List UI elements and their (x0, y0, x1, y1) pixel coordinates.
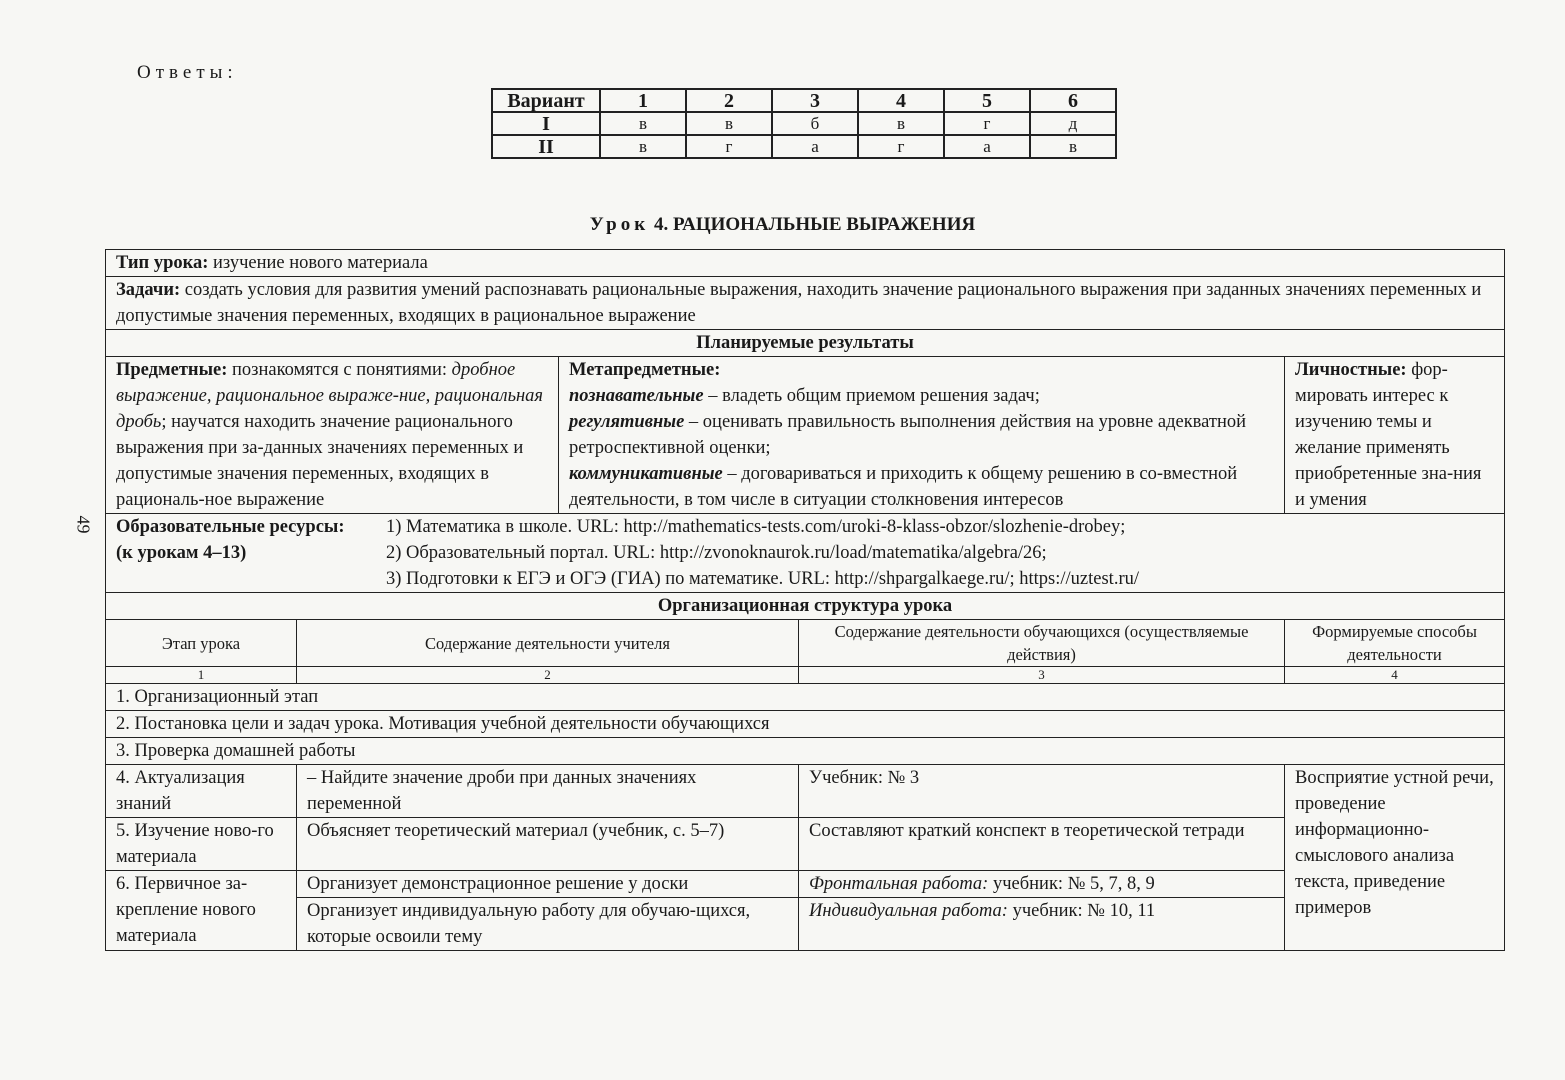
answers-variant-cell: I (492, 112, 600, 135)
work-type-text: учебник: № 10, 11 (1012, 901, 1156, 921)
stage-homework: 3. Проверка домашней работы (106, 738, 1505, 765)
answers-header-cell: 6 (1030, 89, 1116, 112)
personal-results-text: фор-мировать интерес к изучению темы и желание применять приобретенные зна-ния и умения (1295, 360, 1482, 510)
answers-cell: а (772, 135, 858, 158)
answers-cell: г (858, 135, 944, 158)
stage-students: Учебник: № 3 (799, 765, 1285, 818)
stage-name: 6. Первичное за-крепление нового материала (106, 871, 297, 951)
column-header-stage: Этап урока (106, 620, 297, 667)
answers-variant-cell: II (492, 135, 600, 158)
meta-communicative-text: – договариваться и приходить к общему решению в со-вместной деятельности, в том числе в ситуации столкновения интересов (569, 464, 1238, 510)
answers-cell: б (772, 112, 858, 135)
stage-students (799, 898, 1285, 951)
page-number: 49 (73, 515, 94, 534)
meta-results-label: Метапредметные: (569, 360, 721, 380)
lesson-type-cell (106, 250, 1505, 277)
stage-row (106, 711, 1505, 738)
stage-name: 4. Актуализация знаний (106, 765, 297, 818)
lesson-plan-table (105, 249, 1505, 951)
lesson-type-row (106, 250, 1505, 277)
resources-row (106, 514, 1505, 593)
stage-students (799, 871, 1285, 898)
resource-link[interactable]: 1) Математика в школе. URL: http://mathematics-tests.com/uroki-8-klass-obzor/slozhenie-drobey; (386, 517, 1126, 537)
stage-teacher: Объясняет теоретический материал (учебник, с. 5–7) (297, 818, 799, 871)
meta-regulative-text: – оценивать правильность выполнения действия на уровне адекватной ретроспективной оценки; (569, 412, 1247, 458)
resource-link[interactable]: 2) Образовательный портал. URL: http://zvonoknaurok.ru/load/matematika/algebra/26; (386, 543, 1047, 563)
personal-results-label: Личностные: (1295, 360, 1407, 380)
meta-communicative (569, 461, 1274, 513)
answers-row (492, 135, 1116, 158)
meta-regulative-label: регулятивные (569, 412, 685, 432)
meta-communicative-label: коммуникативные (569, 464, 723, 484)
structure-header-row (106, 620, 1505, 667)
stage-row (106, 765, 1505, 818)
tasks-cell (106, 277, 1505, 330)
column-number: 1 (106, 667, 297, 684)
meta-cognitive-label: познавательные (569, 386, 704, 406)
stage-row (106, 738, 1505, 765)
lesson-title-text: 4. РАЦИОНАЛЬНЫЕ ВЫРАЖЕНИЯ (653, 214, 976, 235)
stage-organizational: 1. Организационный этап (106, 684, 1505, 711)
column-number: 3 (799, 667, 1285, 684)
answers-header-cell: 5 (944, 89, 1030, 112)
answers-header-cell: 3 (772, 89, 858, 112)
stage-teacher: – Найдите значение дроби при данных значениях переменной (297, 765, 799, 818)
stage-skills: Восприятие устной речи, проведение информационно-смыслового анализа текста, приведение примеров (1285, 765, 1505, 951)
answers-header-row (492, 89, 1116, 112)
resources-cell (106, 514, 1505, 593)
lesson-type-value: изучение нового материала (213, 253, 428, 273)
answers-cell: г (686, 135, 772, 158)
column-number: 4 (1285, 667, 1505, 684)
answers-cell: а (944, 135, 1030, 158)
column-number: 2 (297, 667, 799, 684)
work-type-label: Фронтальная работа: (809, 874, 989, 894)
lesson-title (0, 214, 1565, 236)
column-header-skills: Формируемые способы деятельности (1285, 620, 1505, 667)
answers-cell: в (600, 135, 686, 158)
results-row (106, 357, 1505, 514)
answers-cell: в (600, 112, 686, 135)
tasks-row (106, 277, 1505, 330)
answers-cell: д (1030, 112, 1116, 135)
planned-results-heading: Планируемые результаты (106, 330, 1505, 357)
answers-cell: в (1030, 135, 1116, 158)
meta-cognitive-text: – владеть общим приемом решения задач; (708, 386, 1040, 406)
work-type-text: учебник: № 5, 7, 8, 9 (992, 874, 1155, 894)
structure-title-row (106, 593, 1505, 620)
tasks-label: Задачи: (116, 280, 181, 300)
answers-header-cell: 4 (858, 89, 944, 112)
resources-sublabel: (к урокам 4–13) (116, 543, 247, 563)
subject-results-cell (106, 357, 559, 514)
stage-name: 5. Изучение ново-го материала (106, 818, 297, 871)
personal-results-cell (1285, 357, 1505, 514)
meta-regulative (569, 409, 1274, 461)
answers-cell: в (686, 112, 772, 135)
subject-results-terms: дробное выражение, рациональное выраже-ние, рациональная дробь (116, 360, 544, 432)
stage-teacher: Организует индивидуальную работу для обучаю-щихся, которые освоили тему (297, 898, 799, 951)
structure-title: Организационная структура урока (106, 593, 1505, 620)
meta-cognitive (569, 383, 1274, 409)
column-header-students: Содержание деятельности обучающихся (осуществляемые действия) (799, 620, 1285, 667)
meta-results-cell (559, 357, 1285, 514)
work-type-label: Индивидуальная работа: (809, 901, 1008, 921)
tasks-value: создать условия для развития умений распознавать рациональные выражения, находить значение рационального выражения при заданных значениях переменных и допустимые значения переменных, входящих в рациональное выражение (116, 280, 1482, 326)
planned-results-row (106, 330, 1505, 357)
column-header-teacher: Содержание деятельности учителя (297, 620, 799, 667)
column-numbers-row (106, 667, 1505, 684)
resource-link[interactable]: 3) Подготовки к ЕГЭ и ОГЭ (ГИА) по математике. URL: http://shpargalkaege.ru/; https://uztest.ru/ (386, 569, 1139, 589)
answers-heading: Ответы: (137, 62, 238, 83)
stage-students: Составляют краткий конспект в теоретической тетради (799, 818, 1285, 871)
stage-teacher: Организует демонстрационное решение у доски (297, 871, 799, 898)
answers-header-cell: 1 (600, 89, 686, 112)
subject-results-text2: ; научатся находить значение рационального выражения при за-данных значениях переменных и допустимые значения переменных, входящих в рациональ-ное выражение (116, 412, 524, 510)
answers-header-cell: 2 (686, 89, 772, 112)
stage-goals: 2. Постановка цели и задач урока. Мотивация учебной деятельности обучающихся (106, 711, 1505, 738)
answers-cell: г (944, 112, 1030, 135)
lesson-type-label: Тип урока: (116, 253, 209, 273)
answers-table (491, 88, 1117, 159)
answers-cell: в (858, 112, 944, 135)
subject-results-text1: познакомятся с понятиями: (232, 360, 448, 380)
subject-results-label: Предметные: (116, 360, 228, 380)
stage-row (106, 684, 1505, 711)
resources-label: Образовательные ресурсы: (116, 517, 345, 537)
lesson-prefix: Урок (589, 214, 650, 235)
answers-row (492, 112, 1116, 135)
answers-header-cell: Вариант (492, 89, 600, 112)
